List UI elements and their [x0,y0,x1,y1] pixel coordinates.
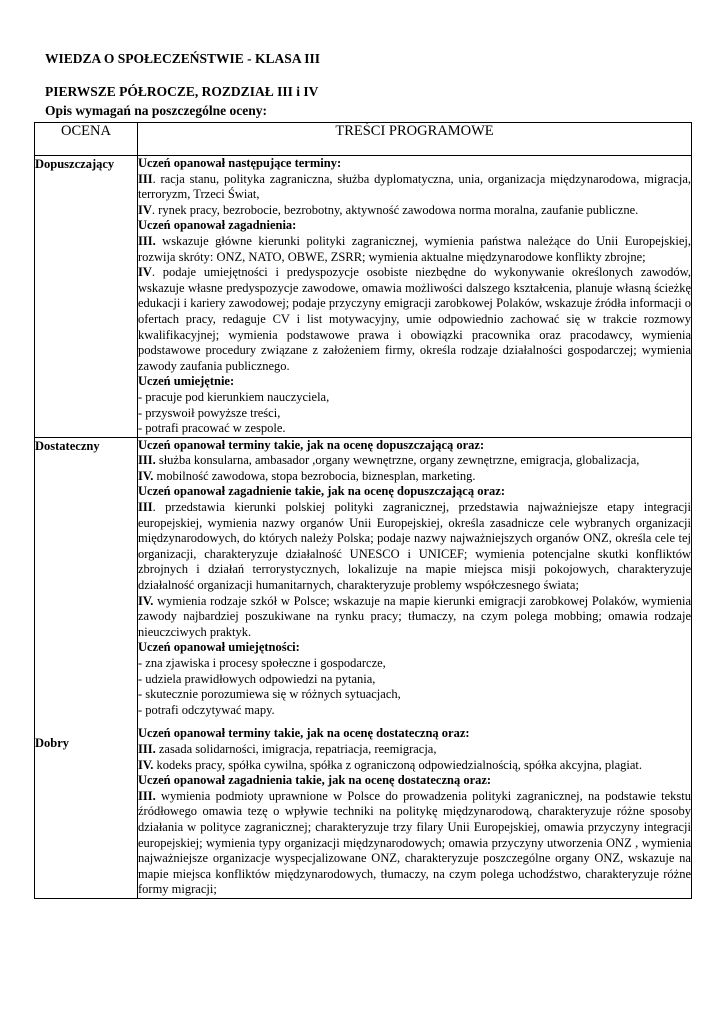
grade-cell: Dopuszczający [35,156,138,438]
content-text: . podaje umiejętności i predyspozycje osobiste niezbędne do wykonywanie określonych zawodów, wskazuje własne predyspozycje zawodowe, omawia możliwości dalszego kształcenia, planuje własną ścieżkę edukacji i kariery zawodowej; podaje przyczyny emigracji zarobkowej Polaków, wskazuje źródła informacji o ofertach pracy, redaguje CV i list motywacyjny, umie odpowiednio zachować się w trakcie rozmowy kwalifikacyjnej; wymienia podstawowe prawa i obowiązki pracownika oraz pracodawcy, wymienia podstawowe procedury związane z założeniem firmy, określa rodzaje działalności gospodarczej; wymienia zawody zaufania publicznego. [138,265,691,373]
table-row-dopuszczajacy [35,156,692,438]
content-text: wymienia podmioty uprawnione w Polsce do prowadzenia polityki zagranicznej, na podstawie tekstu źródłowego omawia tezę o wpływie techniki na politykę międzynarodową, charakteryzuje różne sposoby działania w polityce zagranicznej; charakteryzuje trzy filary Unii Europejskiej, omawia przyczyny integracji europejskiej; wymienia typy organizacji międzynarodowych; omawia przyczyny utworzenia ONZ , wymienia najważniejsze organizacje wyspecjalizowane ONZ, charakteryzuje poszczególne organy ONZ, wskazuje na mapie miejsca konfliktów międzynarodowych, tłumaczy, na czym polega uchodźstwo, charakteryzuje różne formy migracji; [138,788,691,897]
section-heading: Uczeń opanował zagadnienie takie, jak na ocenę dopuszczającą oraz: [138,484,505,499]
content-line [138,656,691,672]
chapter-label: IV. [138,757,154,772]
section-heading: Uczeń opanował zagadnienia: [138,218,297,233]
grade-label: Dostateczny [35,438,100,453]
requirements-table [34,122,692,899]
content-text: - przyswoił powyższe treści, [138,405,281,420]
content-line [138,789,691,898]
content-text: . przedstawia kierunki polskiej polityki zagranicznej, przedstawia najważniejsze etapy integracji europejskiej, wymienia nazwy organów Unii Europejskiej, określa zasadnicze cele wybranych organizacji międzynarodowych, do których należy Polska; podaje nazwy najważniejszych organów ONZ, określa cele tej organizacji, charakteryzuje działalność UNESCO i UNICEF; wymienia potencjalne skutki konfliktów zbrojnych i działań terrorystycznych, lokalizuje na mapie miejsca misji pokojowych, charakteryzuje działalność organizacji humanitarnych, charakteryzuje problemy współczesnego świata; [138,500,691,593]
content-text: - skutecznie porozumiewa się w różnych sytuacjach, [138,687,401,702]
chapter-label: III [138,500,153,515]
content-text: mobilność zawodowa, stopa bezrobocia, biznesplan, marketing. [153,468,476,483]
content-line [138,758,691,774]
content-line [138,172,691,203]
chapter-label: IV. [138,468,154,483]
content-text: . racja stanu, polityka zagraniczna, służba dyplomatyczna, unia, organizacja międzynarodowa, migracja, terroryzm, Trzeci Świat, [138,171,691,202]
content-line [138,390,691,406]
content-line [138,265,691,374]
header-grade: OCENA [35,123,138,156]
content-line [138,594,691,641]
table-row-dostateczny [35,437,692,898]
content-line [138,742,691,758]
content-line [138,703,691,719]
header-content: TREŚCI PROGRAMOWE [138,123,692,156]
content-text: służba konsularna, ambasador ,organy wewnętrzne, organy zewnętrzne, emigracja, globalizacja, [155,453,640,468]
content-text: wymienia rodzaje szkół w Polsce; wskazuje na mapie kierunki emigracji zarobkowej Polaków, wymienia zawody najbardziej poszukiwane na rynku pracy; tłumaczy, na czym polega mobbing; omawia rodzaje nieuczciwych praktyk. [138,593,691,639]
grade-cell [35,437,138,898]
content-cell [138,437,692,898]
chapter-label: III. [138,233,156,248]
document-title: WIEDZA O SPOŁECZEŃSTWIE - KLASA III [45,51,320,66]
content-text: zasada solidarności, imigracja, repatriacja, reemigracja, [155,741,437,756]
content-cell [138,156,692,438]
content-text: wskazuje główne kierunki polityki zagranicznej, wymienia państwa należące do Unii Europejskiej, rozwija skróty: ONZ, NATO, OBWE, ZSRR; wymienia aktualne międzynarodowe konflikty zbrojne; [138,233,691,264]
section-heading: Uczeń opanował terminy takie, jak na ocenę dopuszczającą oraz: [138,437,485,452]
section-heading: Uczeń opanował zagadnienia takie, jak na ocenę dostateczną oraz: [138,773,492,788]
content-text: - pracuje pod kierunkiem nauczyciela, [138,389,330,404]
document-subtitle: PIERWSZE PÓŁROCZE, ROZDZIAŁ III i IV [45,84,319,99]
chapter-label: III [138,171,153,186]
chapter-label: III. [138,453,156,468]
section-heading: Uczeń opanował terminy takie, jak na ocenę dostateczną oraz: [138,726,470,741]
section-heading: Uczeń opanował umiejętności: [138,640,300,655]
chapter-label: IV [138,265,152,280]
chapter-label: IV. [138,593,154,608]
chapter-label: III. [138,788,156,803]
content-text: kodeks pracy, spółka cywilna, spółka z ograniczoną odpowiedzialnością, spółka akcyjna, plagiat. [153,757,643,772]
content-line [138,234,691,265]
content-text: - potrafi pracować w zespole. [138,421,286,436]
section-heading: Uczeń umiejętnie: [138,374,235,389]
content-line [138,421,691,437]
content-line [138,672,691,688]
grade-label-dobry: Dobry [35,735,70,750]
content-text: - potrafi odczytywać mapy. [138,702,275,717]
content-text: . rynek pracy, bezrobocie, bezrobotny, aktywność zawodowa norma moralna, zaufanie publiczne. [151,202,639,217]
content-line [138,453,691,469]
chapter-label: IV [138,202,152,217]
content-line [138,687,691,703]
content-line [138,406,691,422]
content-line [138,500,691,594]
document-intro: Opis wymagań na poszczególne oceny: [45,103,267,118]
content-line [138,203,691,219]
content-text: - udziela prawidłowych odpowiedzi na pytania, [138,671,376,686]
section-heading: Uczeń opanował następujące terminy: [138,156,342,170]
content-line [138,469,691,485]
content-text: - zna zjawiska i procesy społeczne i gospodarcze, [138,656,386,670]
table-header-row [35,123,692,156]
chapter-label: III. [138,741,156,756]
